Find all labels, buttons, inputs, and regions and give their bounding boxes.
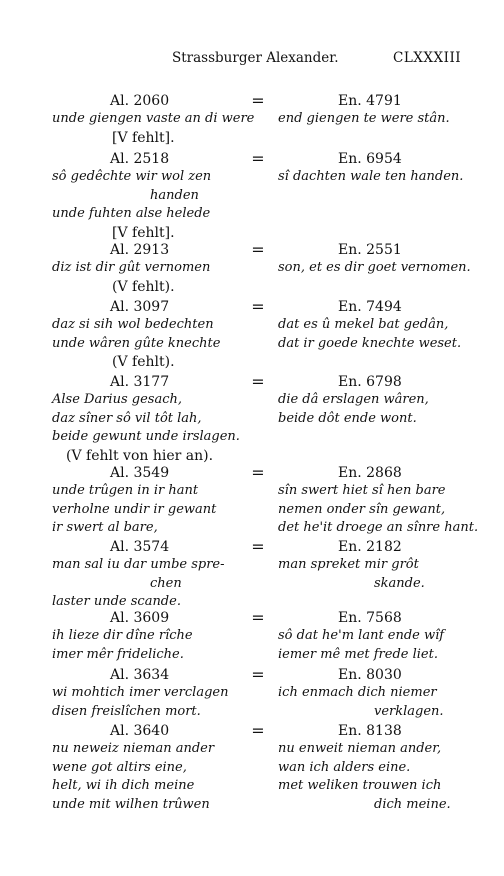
alexander-column: [52, 298, 242, 372]
eneit-column: [278, 609, 472, 664]
eneit-verse-line: skande.: [374, 575, 425, 591]
manuscript-note: [V fehlt].: [112, 129, 175, 146]
eneit-column: [278, 241, 472, 278]
alexander-verse-line: beide gewunt unde irslagen.: [52, 429, 240, 444]
alexander-verse-line: sô gedêchte wir wol zen: [52, 169, 212, 184]
alexander-verse-line: ih lieze dir dîne rîche: [52, 628, 193, 643]
eneit-verse-line: dich meine.: [374, 796, 451, 812]
eneit-verse-line: sîn swert hiet sî hen bare: [278, 483, 446, 498]
eneit-verse-line: nu enweit nieman ander,: [278, 741, 442, 756]
alexander-column: [52, 241, 242, 296]
eneit-column: [278, 92, 472, 129]
alexander-verse-line: unde trûgen in ir hant: [52, 483, 199, 498]
alexander-verse-ref: Al. 3634: [110, 667, 170, 683]
equals-sign: =: [251, 463, 265, 482]
eneit-verse-ref: En. 2551: [338, 242, 402, 258]
eneit-verse-ref: En. 4791: [338, 93, 402, 109]
manuscript-note: [V fehlt].: [112, 224, 175, 241]
manuscript-note: (V fehlt von hier an).: [66, 447, 214, 464]
page-number: CLXXXIII: [393, 50, 462, 66]
equals-sign: =: [251, 240, 265, 259]
alexander-verse-line: unde wâren gûte knechte: [52, 335, 221, 351]
eneit-column: [278, 373, 472, 428]
alexander-verse-line: handen: [150, 187, 199, 203]
eneit-column: [278, 298, 472, 353]
alexander-verse-line: Alse Darius gesach,: [52, 392, 182, 407]
alexander-column: [52, 373, 242, 465]
equals-sign: =: [251, 608, 265, 627]
eneit-verse-ref: En. 7494: [338, 299, 402, 315]
eneit-verse-line: verklagen.: [374, 703, 444, 719]
alexander-verse-line: nu neweiz nieman ander: [52, 741, 215, 756]
eneit-verse-line: wan ich alders eine.: [278, 759, 411, 775]
alexander-verse-line: helt, wi ih dich meine: [52, 778, 195, 793]
alexander-verse-line: verholne undir ir gewant: [52, 501, 217, 517]
alexander-verse-ref: Al. 3640: [110, 723, 170, 739]
equals-sign: =: [251, 665, 265, 684]
eneit-verse-line: det he'it droege an sînre hant.: [278, 520, 479, 535]
eneit-column: [278, 538, 472, 593]
alexander-verse-line: unde mit wilhen trûwen: [52, 796, 210, 812]
alexander-verse-ref: Al. 3574: [110, 539, 170, 555]
equals-sign: =: [251, 297, 265, 316]
alexander-verse-ref: Al. 2060: [110, 93, 170, 109]
eneit-verse-line: end giengen te were stân.: [278, 111, 450, 126]
alexander-verse-ref: Al. 3097: [110, 299, 170, 315]
eneit-verse-line: nemen onder sîn gewant,: [278, 501, 446, 517]
alexander-column: [52, 538, 242, 612]
eneit-verse-line: sî dachten wale ten handen.: [278, 169, 464, 184]
alexander-verse-line: man sal iu dar umbe spre-: [52, 557, 225, 572]
eneit-verse-ref: En. 2868: [338, 465, 402, 481]
equals-sign: =: [251, 721, 265, 740]
alexander-verse-line: unde fuhten alse helede: [52, 206, 211, 221]
alexander-verse-line: wi mohtich imer verclagen: [52, 685, 229, 700]
eneit-verse-line: die dâ erslagen wâren,: [278, 392, 429, 407]
eneit-verse-line: iemer mê met frede liet.: [278, 646, 438, 662]
equals-sign: =: [251, 149, 265, 168]
eneit-verse-line: dat ir goede knechte weset.: [278, 335, 462, 351]
alexander-verse-ref: Al. 3177: [110, 374, 170, 390]
eneit-verse-ref: En. 8030: [338, 667, 402, 683]
eneit-column: [278, 722, 472, 814]
manuscript-note: (V fehlt).: [112, 278, 175, 295]
eneit-verse-ref: En. 6798: [338, 374, 402, 390]
eneit-verse-line: beide dôt ende wont.: [278, 410, 417, 426]
alexander-column: [52, 464, 242, 538]
alexander-verse-ref: Al. 2518: [110, 151, 170, 167]
manuscript-note: (V fehlt).: [112, 354, 175, 370]
eneit-column: [278, 464, 479, 538]
alexander-verse-ref: Al. 2913: [110, 242, 170, 258]
eneit-verse-ref: En. 8138: [338, 723, 402, 739]
eneit-verse-ref: En. 6954: [338, 151, 402, 167]
alexander-verse-line: laster unde scande.: [52, 594, 181, 609]
alexander-column: [52, 150, 242, 242]
alexander-verse-line: unde giengen vaste an di were: [52, 111, 255, 126]
alexander-verse-line: daz sîner sô vil tôt lah,: [52, 410, 202, 426]
eneit-verse-line: ich enmach dich niemer: [278, 685, 437, 700]
alexander-column: [52, 666, 242, 721]
alexander-verse-line: ir swert al bare,: [52, 520, 158, 535]
alexander-column: [52, 92, 255, 147]
alexander-verse-ref: Al. 3549: [110, 465, 170, 481]
eneit-verse-line: met weliken trouwen ich: [278, 778, 442, 793]
equals-sign: =: [251, 372, 265, 391]
alexander-column: [52, 722, 242, 814]
eneit-verse-line: son, et es dir goet vernomen.: [278, 260, 471, 275]
eneit-verse-line: sô dat he'm lant ende wîf: [278, 628, 445, 643]
eneit-column: [278, 150, 472, 187]
equals-sign: =: [251, 537, 265, 556]
eneit-verse-ref: En. 2182: [338, 539, 402, 555]
alexander-verse-line: daz si sih wol bedechten: [52, 317, 214, 332]
eneit-verse-line: man spreket mir grôt: [278, 557, 419, 572]
eneit-column: [278, 666, 472, 721]
eneit-verse-line: dat es û mekel bat gedân,: [278, 317, 449, 332]
running-title: Strassburger Alexander.: [172, 50, 339, 66]
alexander-verse-line: wene got altirs eine,: [52, 759, 187, 775]
alexander-verse-line: chen: [150, 575, 182, 591]
alexander-verse-line: disen freislîchen mort.: [52, 703, 201, 719]
eneit-verse-ref: En. 7568: [338, 610, 402, 626]
alexander-column: [52, 609, 242, 664]
equals-sign: =: [251, 91, 265, 110]
alexander-verse-line: diz ist dir gût vernomen: [52, 260, 211, 275]
alexander-verse-line: imer mêr frideliche.: [52, 646, 184, 662]
alexander-verse-ref: Al. 3609: [110, 610, 170, 626]
